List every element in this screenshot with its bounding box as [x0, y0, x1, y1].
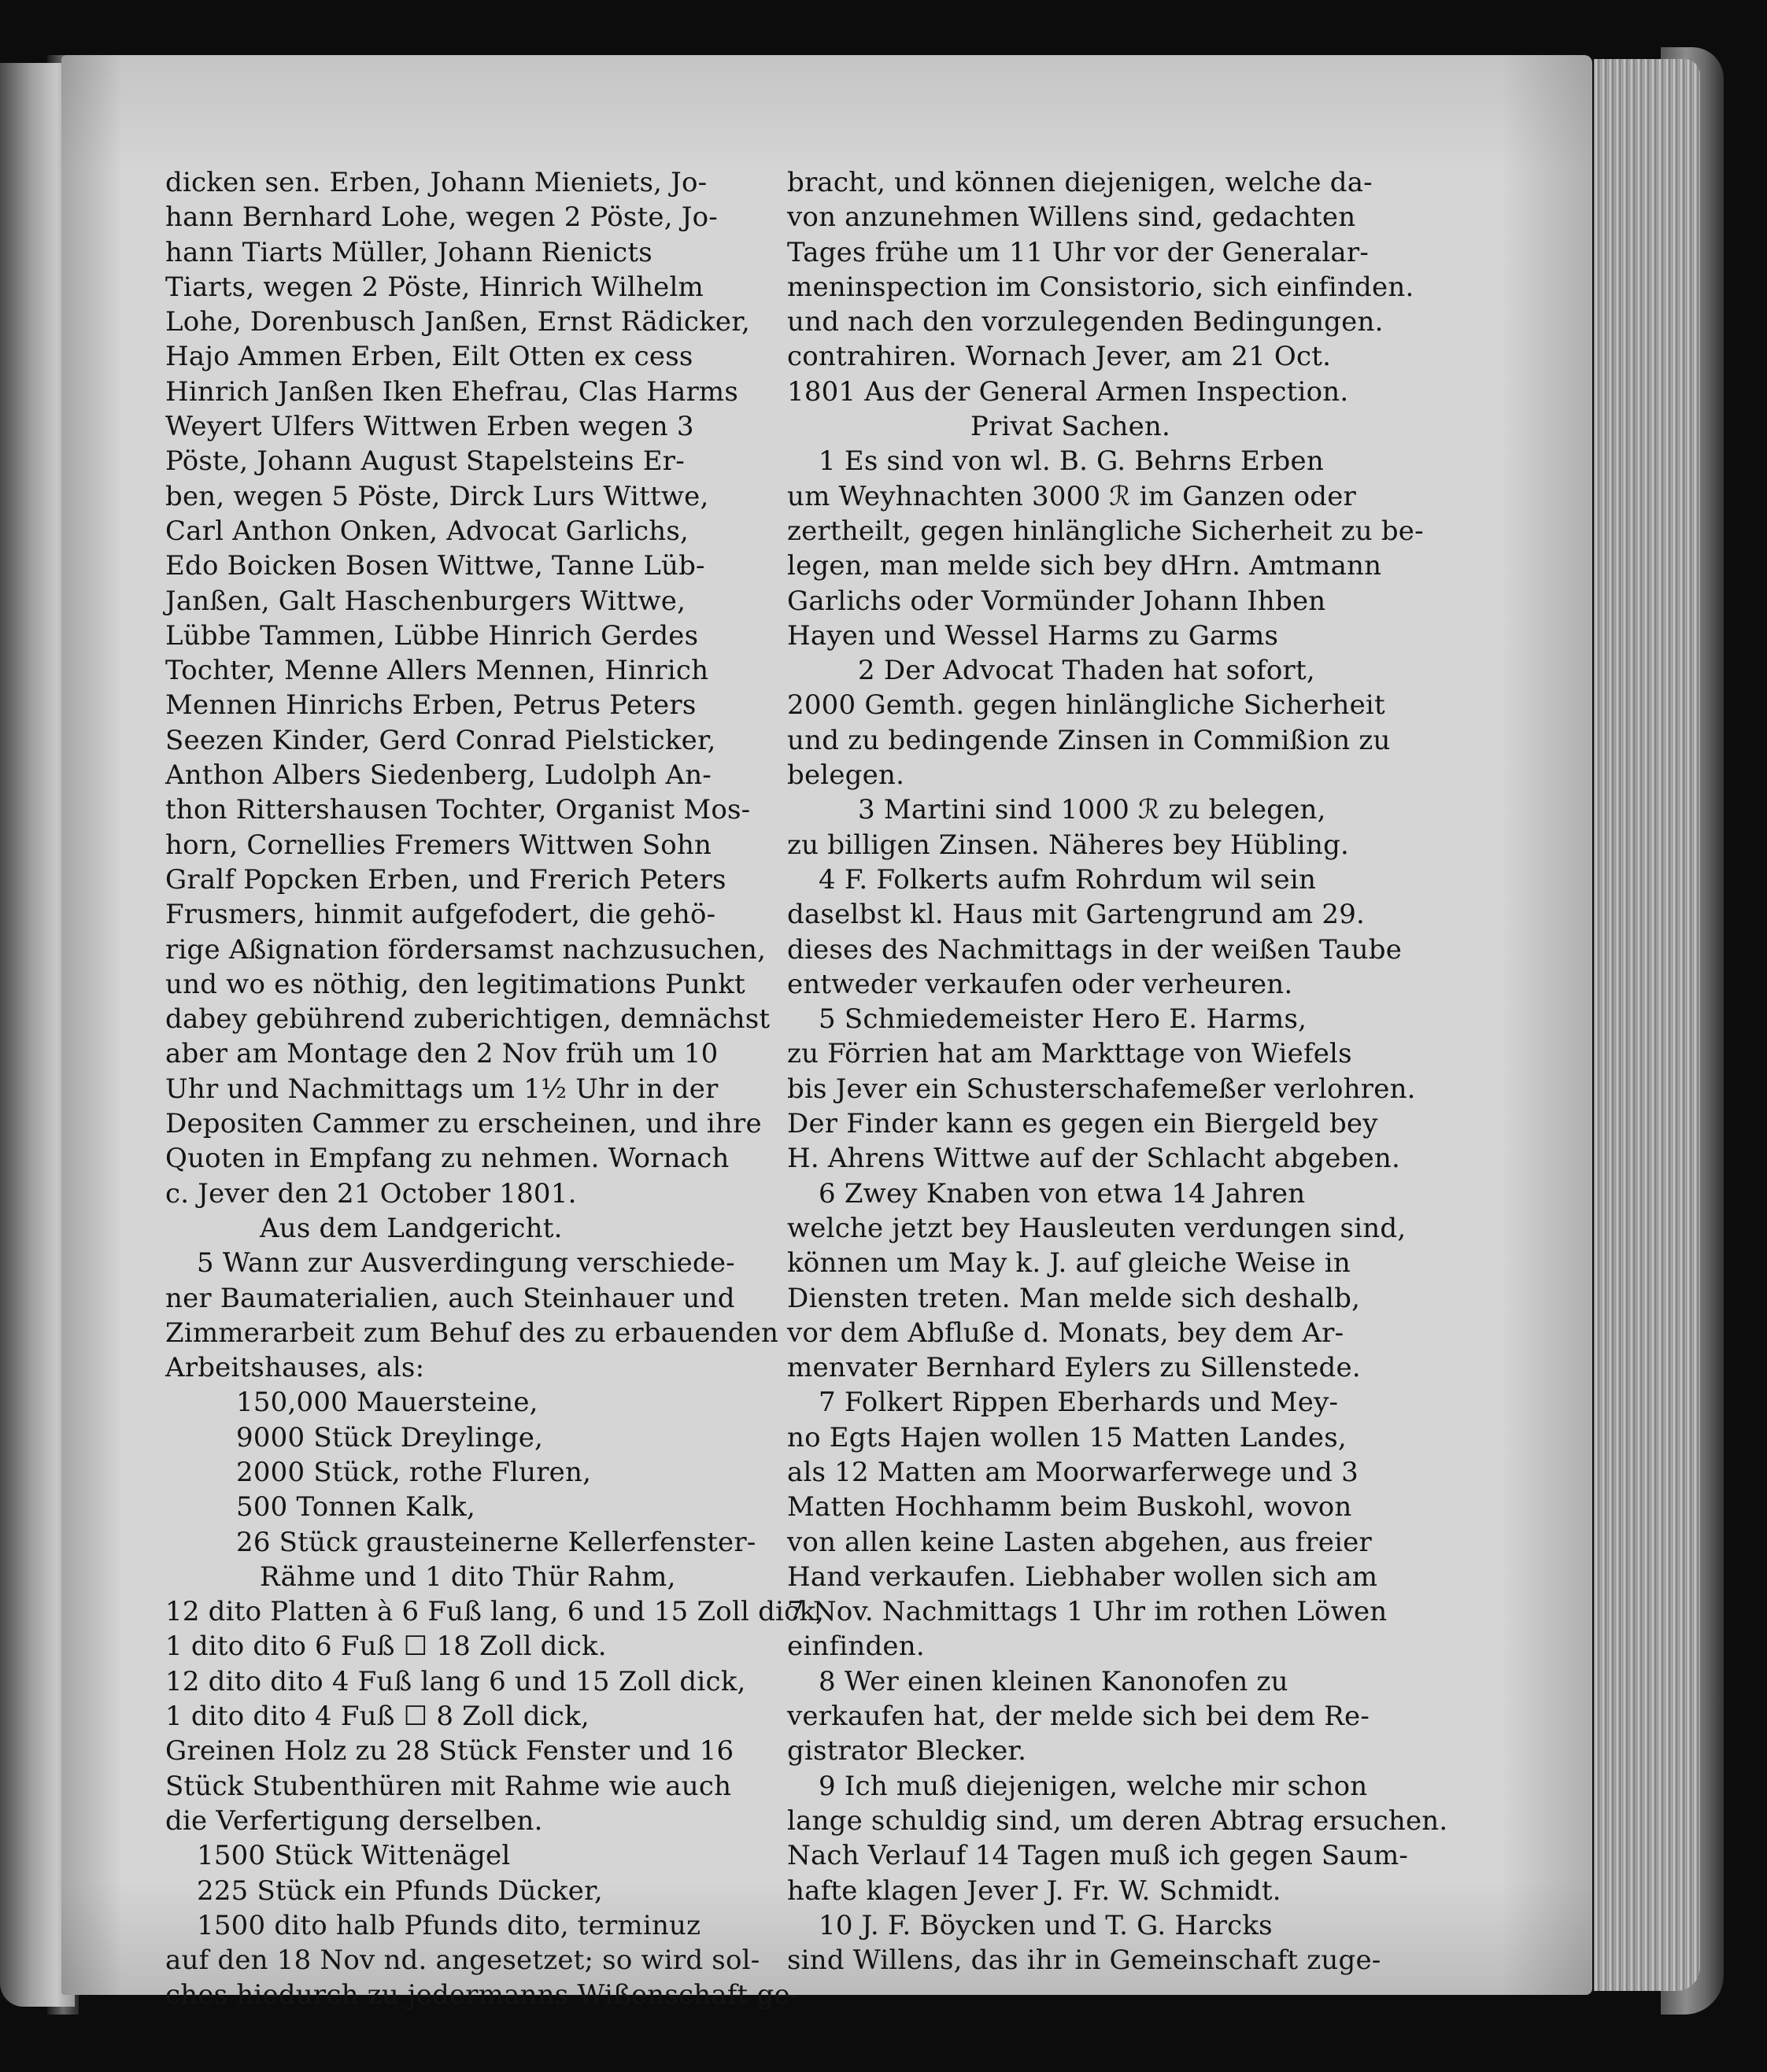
text-line: H. Ahrens Wittwe auf der Schlacht abgeben. [787, 1143, 1401, 1175]
text-line: Lübbe Tammen, Lübbe Hinrich Gerdes [165, 619, 699, 652]
text-line: Edo Boicken Bosen Wittwe, Tanne Lüb- [165, 550, 705, 582]
text-line: Hand verkaufen. Liebhaber wollen sich am [787, 1560, 1378, 1593]
text-line: hann Bernhard Lohe, wegen 2 Pöste, Jo- [165, 201, 718, 234]
text-line: meninspection im Consistorio, sich einfinden. [787, 271, 1414, 303]
text-line: legen, man melde sich bey dHrn. Amtmann [787, 550, 1382, 582]
text-line: 2 Der Advocat Thaden hat sofort, [858, 655, 1315, 687]
text-line: 500 Tonnen Kalk, [236, 1491, 475, 1524]
text-line: 7 Nov. Nachmittags 1 Uhr im rothen Löwen [787, 1596, 1388, 1628]
text-line: gistrator Blecker. [787, 1735, 1027, 1767]
text-line: 150,000 Mauersteine, [236, 1387, 538, 1419]
text-line: 1 Es sind von wl. B. G. Behrns Erben [819, 445, 1324, 478]
text-line: sind Willens, das ihr in Gemeinschaft zuge- [787, 1945, 1381, 1977]
text-line: Weyert Ulfers Wittwen Erben wegen 3 [165, 411, 694, 443]
text-line: Arbeitshauses, als: [165, 1352, 425, 1384]
text-line: Mennen Hinrichs Erben, Petrus Peters [165, 689, 697, 722]
text-line: 6 Zwey Knaben von etwa 14 Jahren [819, 1177, 1306, 1210]
text-line: belegen. [787, 759, 905, 792]
text-line: 3 Martini sind 1000 ℛ zu belegen, [858, 794, 1326, 826]
text-line: 2000 Stück, rothe Fluren, [236, 1456, 592, 1488]
text-line: 12 dito Platten à 6 Fuß lang, 6 und 15 Zoll dick, [165, 1596, 825, 1628]
text-line: 1 dito dito 4 Fuß ☐ 8 Zoll dick, [165, 1701, 590, 1733]
text-line: 225 Stück ein Pfunds Dücker, [197, 1874, 603, 1907]
text-line: horn, Cornellies Fremers Wittwen Sohn [165, 829, 712, 861]
text-line: dabey gebührend zuberichtigen, demnächst [165, 1003, 771, 1036]
text-line: Tiarts, wegen 2 Pöste, Hinrich Wilhelm [165, 271, 704, 303]
text-line: 5 Schmiedemeister Hero E. Harms, [819, 1003, 1307, 1036]
text-line: ben, wegen 5 Pöste, Dirck Lurs Wittwe, [165, 480, 709, 512]
text-line: dicken sen. Erben, Johann Mieniets, Jo- [165, 167, 708, 198]
text-line: c. Jever den 21 October 1801. [165, 1177, 577, 1210]
text-line: 9 Ich muß diejenigen, welche mir schon [819, 1770, 1368, 1802]
text-line: lange schuldig sind, um deren Abtrag ersuchen. [787, 1804, 1448, 1837]
text-line: ches hiedurch zu jedermanns Wißenschaft ge- [165, 1979, 800, 2011]
text-line: menvater Bernhard Eylers zu Sillenstede. [787, 1352, 1361, 1384]
text-line: 1500 dito halb Pfunds dito, terminuz [197, 1909, 701, 1941]
text-line: und wo es nöthig, den legitimations Punkt [165, 968, 745, 1000]
text-line: um Weyhnachten 3000 ℛ im Ganzen oder [787, 480, 1357, 512]
text-line: rige Aßignation fördersamst nachzusuchen, [165, 933, 767, 966]
text-line: 10 J. F. Böycken und T. G. Harcks [819, 1909, 1273, 1941]
text-line: Rähme und 1 dito Thür Rahm, [260, 1560, 676, 1593]
text-line: Uhr und Nachmittags um 1½ Uhr in der [165, 1073, 719, 1105]
text-line: Lohe, Dorenbusch Janßen, Ernst Rädicker, [165, 306, 750, 338]
text-line: hafte klagen Jever J. Fr. W. Schmidt. [787, 1874, 1281, 1907]
text-line: Hajo Ammen Erben, Eilt Otten ex cess [165, 341, 693, 373]
text-line: 1500 Stück Wittenägel [197, 1840, 511, 1872]
text-line: Anthon Albers Siedenberg, Ludolph An- [165, 759, 712, 792]
text-line: Gralf Popcken Erben, und Frerich Peters [165, 863, 726, 896]
text-line: Hayen und Wessel Harms zu Garms [787, 619, 1279, 652]
text-line: die Verfertigung derselben. [165, 1804, 543, 1837]
text-line: Janßen, Galt Haschenburgers Wittwe, [165, 585, 686, 617]
text-line: verkaufen hat, der melde sich bei dem Re- [787, 1701, 1370, 1733]
text-line: Quoten in Empfang zu nehmen. Wornach [165, 1143, 730, 1175]
text-line: von allen keine Lasten abgehen, aus freier [787, 1526, 1372, 1558]
text-line: Stück Stubenthüren mit Rahme wie auch [165, 1770, 732, 1802]
text-line: Matten Hochhamm beim Buskohl, wovon [787, 1491, 1352, 1524]
text-line: Hinrich Janßen Iken Ehefrau, Clas Harms [165, 375, 739, 408]
text-line: Carl Anthon Onken, Advocat Garlichs, [165, 515, 689, 547]
text-line: Seezen Kinder, Gerd Conrad Pielsticker, [165, 724, 716, 756]
text-line: und nach den vorzulegenden Bedingungen. [787, 306, 1384, 338]
text-line: ner Baumaterialien, auch Steinhauer und [165, 1282, 735, 1314]
text-line: bracht, und können diejenigen, welche da- [787, 167, 1373, 198]
text-line: Greinen Holz zu 28 Stück Fenster und 16 [165, 1735, 734, 1767]
text-line: von anzunehmen Willens sind, gedachten [787, 201, 1356, 234]
text-line: Aus dem Landgericht. [260, 1212, 563, 1244]
text-line: können um May k. J. auf gleiche Weise in [787, 1247, 1351, 1280]
text-line: einfinden. [787, 1631, 925, 1663]
text-line: 9000 Stück Dreylinge, [236, 1421, 544, 1453]
text-line: zu billigen Zinsen. Näheres bey Hübling. [787, 829, 1350, 861]
text-line: entweder verkaufen oder verheuren. [787, 968, 1293, 1000]
text-line: Frusmers, hinmit aufgefodert, die gehö- [165, 899, 716, 931]
text-line: 1801 Aus der General Armen Inspection. [787, 375, 1349, 408]
page-block-edge [1594, 59, 1700, 1991]
text-line: aber am Montage den 2 Nov früh um 10 [165, 1038, 719, 1070]
text-line: Tages frühe um 11 Uhr vor der Generalar- [787, 236, 1370, 268]
text-line: als 12 Matten am Moorwarferwege und 3 [787, 1456, 1359, 1488]
text-line: 7 Folkert Rippen Eberhards und Mey- [819, 1387, 1339, 1419]
left-text-column [165, 165, 825, 2013]
text-line: Privat Sachen. [970, 411, 1171, 443]
text-line: Depositen Cammer zu erscheinen, und ihre [165, 1108, 762, 1140]
text-line: 26 Stück grausteinerne Kellerfenster- [236, 1526, 756, 1558]
text-line: daselbst kl. Haus mit Gartengrund am 29. [787, 899, 1366, 931]
text-line: welche jetzt bey Hausleuten verdungen sind, [787, 1212, 1407, 1244]
text-line: 12 dito dito 4 Fuß lang 6 und 15 Zoll dick, [165, 1665, 746, 1697]
text-line: Der Finder kann es gegen ein Biergeld bey [787, 1108, 1378, 1140]
text-line: 1 dito dito 6 Fuß ☐ 18 Zoll dick. [165, 1631, 607, 1663]
text-line: 8 Wer einen kleinen Kanonofen zu [819, 1665, 1288, 1697]
text-line: thon Rittershausen Tochter, Organist Mos- [165, 794, 751, 826]
text-line: Zimmerarbeit zum Behuf des zu erbauenden [165, 1317, 779, 1349]
text-line: Diensten treten. Man melde sich deshalb, [787, 1282, 1361, 1314]
text-line: auf den 18 Nov nd. angesetzet; so wird sol- [165, 1945, 760, 1977]
text-line: vor dem Abfluße d. Monats, bey dem Ar- [787, 1317, 1344, 1349]
text-line: Nach Verlauf 14 Tagen muß ich gegen Saum- [787, 1840, 1409, 1872]
text-line: dieses des Nachmittags in der weißen Taube [787, 933, 1403, 966]
text-line: 5 Wann zur Ausverdingung verschiede- [197, 1247, 735, 1280]
text-line: hann Tiarts Müller, Johann Rienicts [165, 236, 652, 268]
text-line: Tochter, Menne Allers Mennen, Hinrich [165, 655, 709, 687]
text-line: Garlichs oder Vormünder Johann Ihben [787, 585, 1326, 617]
text-line: 2000 Gemth. gegen hinlängliche Sicherheit [787, 689, 1385, 722]
text-line: zertheilt, gegen hinlängliche Sicherheit zu be- [787, 515, 1424, 547]
text-line: Pöste, Johann August Stapelsteins Er- [165, 445, 685, 478]
text-line: no Egts Hajen wollen 15 Matten Landes, [787, 1421, 1347, 1453]
text-line: bis Jever ein Schusterschafemeßer verlohren. [787, 1073, 1416, 1105]
text-line: 4 F. Folkerts aufm Rohrdum wil sein [819, 863, 1317, 896]
text-line: zu Förrien hat am Markttage von Wiefels [787, 1038, 1352, 1070]
right-text-column [787, 165, 1448, 1978]
text-line: contrahiren. Wornach Jever, am 21 Oct. [787, 341, 1332, 373]
text-line: und zu bedingende Zinsen in Commißion zu [787, 724, 1391, 756]
